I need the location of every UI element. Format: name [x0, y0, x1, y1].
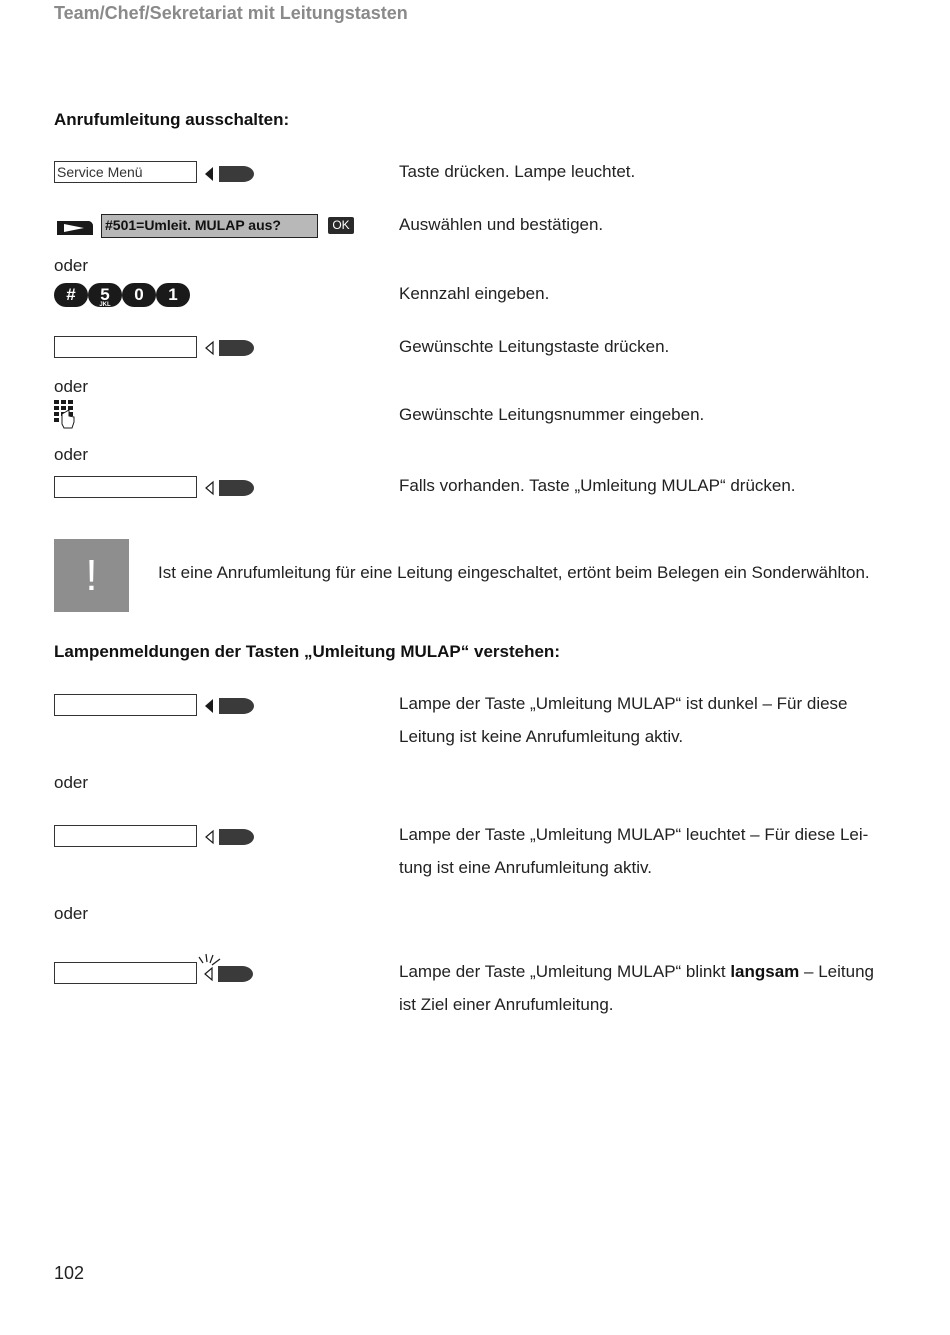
line-key[interactable]	[54, 336, 197, 358]
lamp-off-icon	[203, 477, 255, 499]
hash-key[interactable]: #	[54, 283, 88, 307]
or-label: oder	[54, 377, 89, 396]
warning-icon: !	[54, 539, 129, 612]
step-text: Gewünschte Leitungsnummer eingeben.	[399, 405, 705, 424]
or-label: oder	[54, 256, 89, 275]
navigate-right-icon[interactable]	[56, 218, 94, 238]
lamp-state-text: Lampe der Taste „Umleitung MULAP“ ist dunkel – Für diese Leitung ist keine Anrufumleitung aktiv.	[399, 694, 848, 746]
forwarding-mulap-key[interactable]	[54, 476, 197, 498]
step-text: Gewünschte Leitungstaste drücken.	[399, 337, 670, 356]
page-number: 102	[54, 1263, 85, 1283]
step-text: Taste drücken. Lampe leuchtet.	[399, 162, 636, 181]
forwarding-mulap-key	[54, 694, 197, 716]
step-text: Auswählen und bestätigen.	[399, 215, 604, 234]
keypad-icon	[54, 400, 78, 430]
or-label: oder	[54, 773, 89, 792]
digit-5-key[interactable]: 5 JKL	[88, 283, 122, 307]
digit-1-key[interactable]: 1	[156, 283, 190, 307]
section-heading-lamp-signals: Lampenmeldungen der Tasten „Umleitung MULAP“ verstehen:	[54, 642, 560, 661]
note-text: Ist eine Anrufumleitung für eine Leitung eingeschaltet, ertönt beim Belegen ein Sonderwählton.	[158, 563, 870, 582]
lamp-state-text: Lampe der Taste „Umleitung MULAP“ blinkt langsam – Leitung ist Ziel einer Anrufumleitung.	[399, 962, 874, 1014]
or-label: oder	[54, 445, 89, 464]
ok-button[interactable]: OK	[328, 217, 354, 234]
lamp-off-icon	[203, 337, 255, 359]
lamp-state-text: Lampe der Taste „Umleitung MULAP“ leuchtet – Für diese Lei- tung ist eine Anrufumleitung aktiv.	[399, 825, 869, 877]
page-header: Team/Chef/Sekretariat mit Leitungstasten	[54, 3, 408, 23]
or-label: oder	[54, 904, 89, 923]
lamp-off-icon	[203, 826, 255, 848]
service-menu-key[interactable]: Service Menü	[54, 161, 197, 183]
lamp-blinking-icon	[195, 951, 255, 985]
display-option[interactable]: #501=Umleit. MULAP aus?	[101, 214, 318, 238]
forwarding-mulap-key	[54, 825, 197, 847]
step-text: Falls vorhanden. Taste „Umleitung MULAP“ drücken.	[399, 476, 796, 495]
lamp-on-icon	[203, 695, 255, 717]
step-text: Kennzahl eingeben.	[399, 284, 550, 303]
section-heading-disable-forwarding: Anrufumleitung ausschalten:	[54, 110, 290, 129]
lamp-on-icon	[203, 163, 255, 185]
digit-0-key[interactable]: 0	[122, 283, 156, 307]
forwarding-mulap-key	[54, 962, 197, 984]
